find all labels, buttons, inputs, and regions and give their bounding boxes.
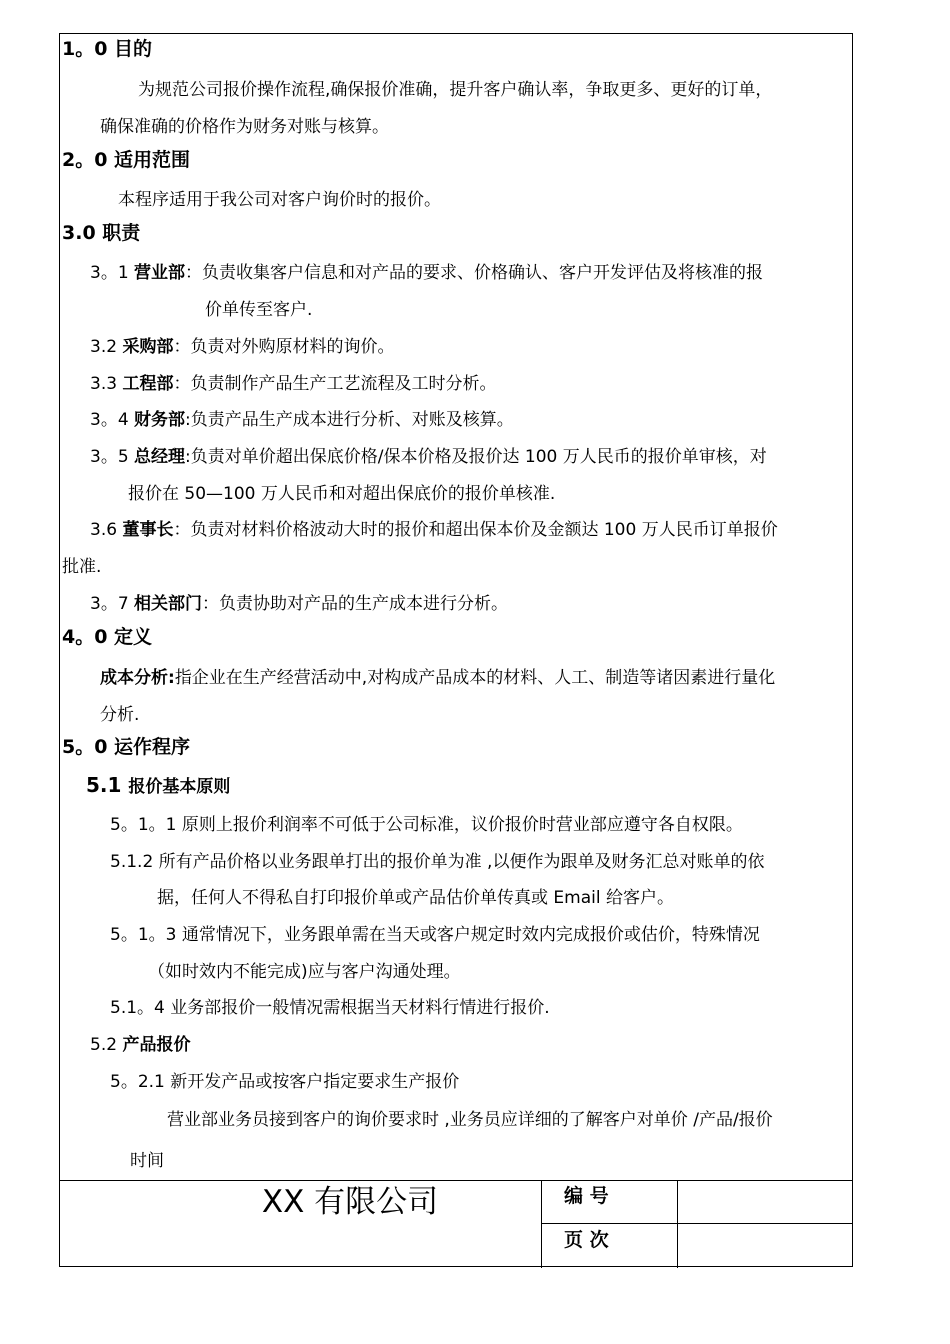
footer-table [59,1180,853,1268]
definition-cost-analysis [100,666,775,690]
document-number-label: 编 号 [564,1185,609,1207]
section-5-title: 5。0 运作程序 [62,736,191,758]
department-engineering: 工程部 [122,374,174,394]
clause-5-1-3: 5。1。3 通常情况下，业务跟单需在当天或客户规定时效内完成报价或估价，特殊情况 [110,925,760,945]
item-text: ：负责协助对产品的生产成本进行分析。 [202,594,509,614]
item-text: ：负责对材料价格波动大时的报价和超出保本价及金额达 100 万人民币订单报价 [173,520,778,540]
page-label: 页 次 [564,1229,609,1251]
responsibility-3-6 [90,518,778,542]
definition-cont: 分析. [100,705,140,725]
subsection-title: 报价基本原则 [128,777,231,797]
section-4-title: 4。0 定义 [62,626,153,648]
item-text: :负责产品生产成本进行分析、对账及核算。 [185,410,514,430]
clause-5-2-1: 5。2.1 新开发产品或按客户指定要求生产报价 [110,1072,460,1092]
section-1-paragraph-cont: 确保准确的价格作为财务对账与核算。 [100,117,389,137]
item-number: 3.6 [90,520,123,540]
item-number: 3.2 [90,337,123,357]
footer-divider [677,1180,678,1268]
responsibility-3-5 [90,445,767,469]
responsibility-3-5-cont: 报价在 50—100 万人民币和对超出保底价的报价单核准. [128,484,556,504]
item-text: :负责对单价超出保底价格/保本价格及报价达 100 万人民币的报价单审核，对 [185,447,767,467]
section-1-title: 1。0 目的 [62,38,153,60]
footer-row-divider [541,1223,853,1224]
item-number: 3。1 [90,263,135,283]
item-number: 3.3 [90,374,123,394]
subsection-number: 5.2 [90,1035,123,1055]
subsection-5-1-title [86,773,230,799]
clause-5-1-2: 5.1.2 所有产品价格以业务跟单打出的报价单为准 ,以便作为跟单及财务汇总对账单的依 [110,852,765,872]
responsibility-3-4 [90,408,514,432]
clause-5-1-1: 5。1。1 原则上报价利润率不可低于公司标准，议价报价时营业部应遵守各自权限。 [110,815,743,835]
role-chairman: 董事长 [122,520,174,540]
item-text: ：负责收集客户信息和对产品的要求、价格确认、客户开发评估及将核准的报 [185,263,764,283]
role-general-manager: 总经理 [134,447,186,467]
section-3-title: 3.0 职责 [62,222,141,244]
item-text: ：负责制作产品生产工艺流程及工时分析。 [173,374,497,394]
responsibility-3-6-cont: 批准. [62,557,102,577]
clause-5-2-1-body: 营业部业务员接到客户的询价要求时 ,业务员应详细的了解客户对单价 /产品/报价 [167,1110,773,1130]
subsection-5-2-title [90,1033,190,1057]
department-purchasing: 采购部 [122,337,174,357]
subsection-number: 5.1 [86,773,129,797]
responsibility-3-2 [90,335,394,359]
responsibility-3-7 [90,592,508,616]
department-related: 相关部门 [134,594,203,614]
responsibility-3-1-cont: 价单传至客户. [205,300,313,320]
section-2-title: 2。0 适用范围 [62,149,191,171]
company-name: XX 有限公司 [261,1184,439,1220]
section-2-paragraph: 本程序适用于我公司对客户询价时的报价。 [118,190,441,210]
clause-5-1-4: 5.1。4 业务部报价一般情况需根据当天材料行情进行报价. [110,998,550,1018]
responsibility-3-1 [90,261,763,285]
clause-5-2-1-cont: 时间 [130,1151,164,1171]
item-number: 3。7 [90,594,135,614]
clause-5-1-3-cont: （如时效内不能完成)应与客户沟通处理。 [148,962,461,982]
item-number: 3。4 [90,410,135,430]
item-text: ：负责对外购原材料的询价。 [173,337,395,357]
department-sales: 营业部 [134,263,186,283]
item-number: 3。5 [90,447,135,467]
section-1-paragraph: 为规范公司报价操作流程,确保报价准确，提升客户确认率，争取更多、更好的订单， [138,80,773,100]
definition-term: 成本分析: [100,668,175,688]
clause-5-1-2-cont: 据，任何人不得私自打印报价单或产品估价单传真或 Email 给客户。 [157,888,674,908]
footer-divider [541,1180,542,1268]
department-finance: 财务部 [134,410,186,430]
subsection-title: 产品报价 [122,1035,191,1055]
definition-text: 指企业在生产经营活动中,对构成产品成本的材料、人工、制造等诸因素进行量化 [174,668,776,688]
responsibility-3-3 [90,372,496,396]
